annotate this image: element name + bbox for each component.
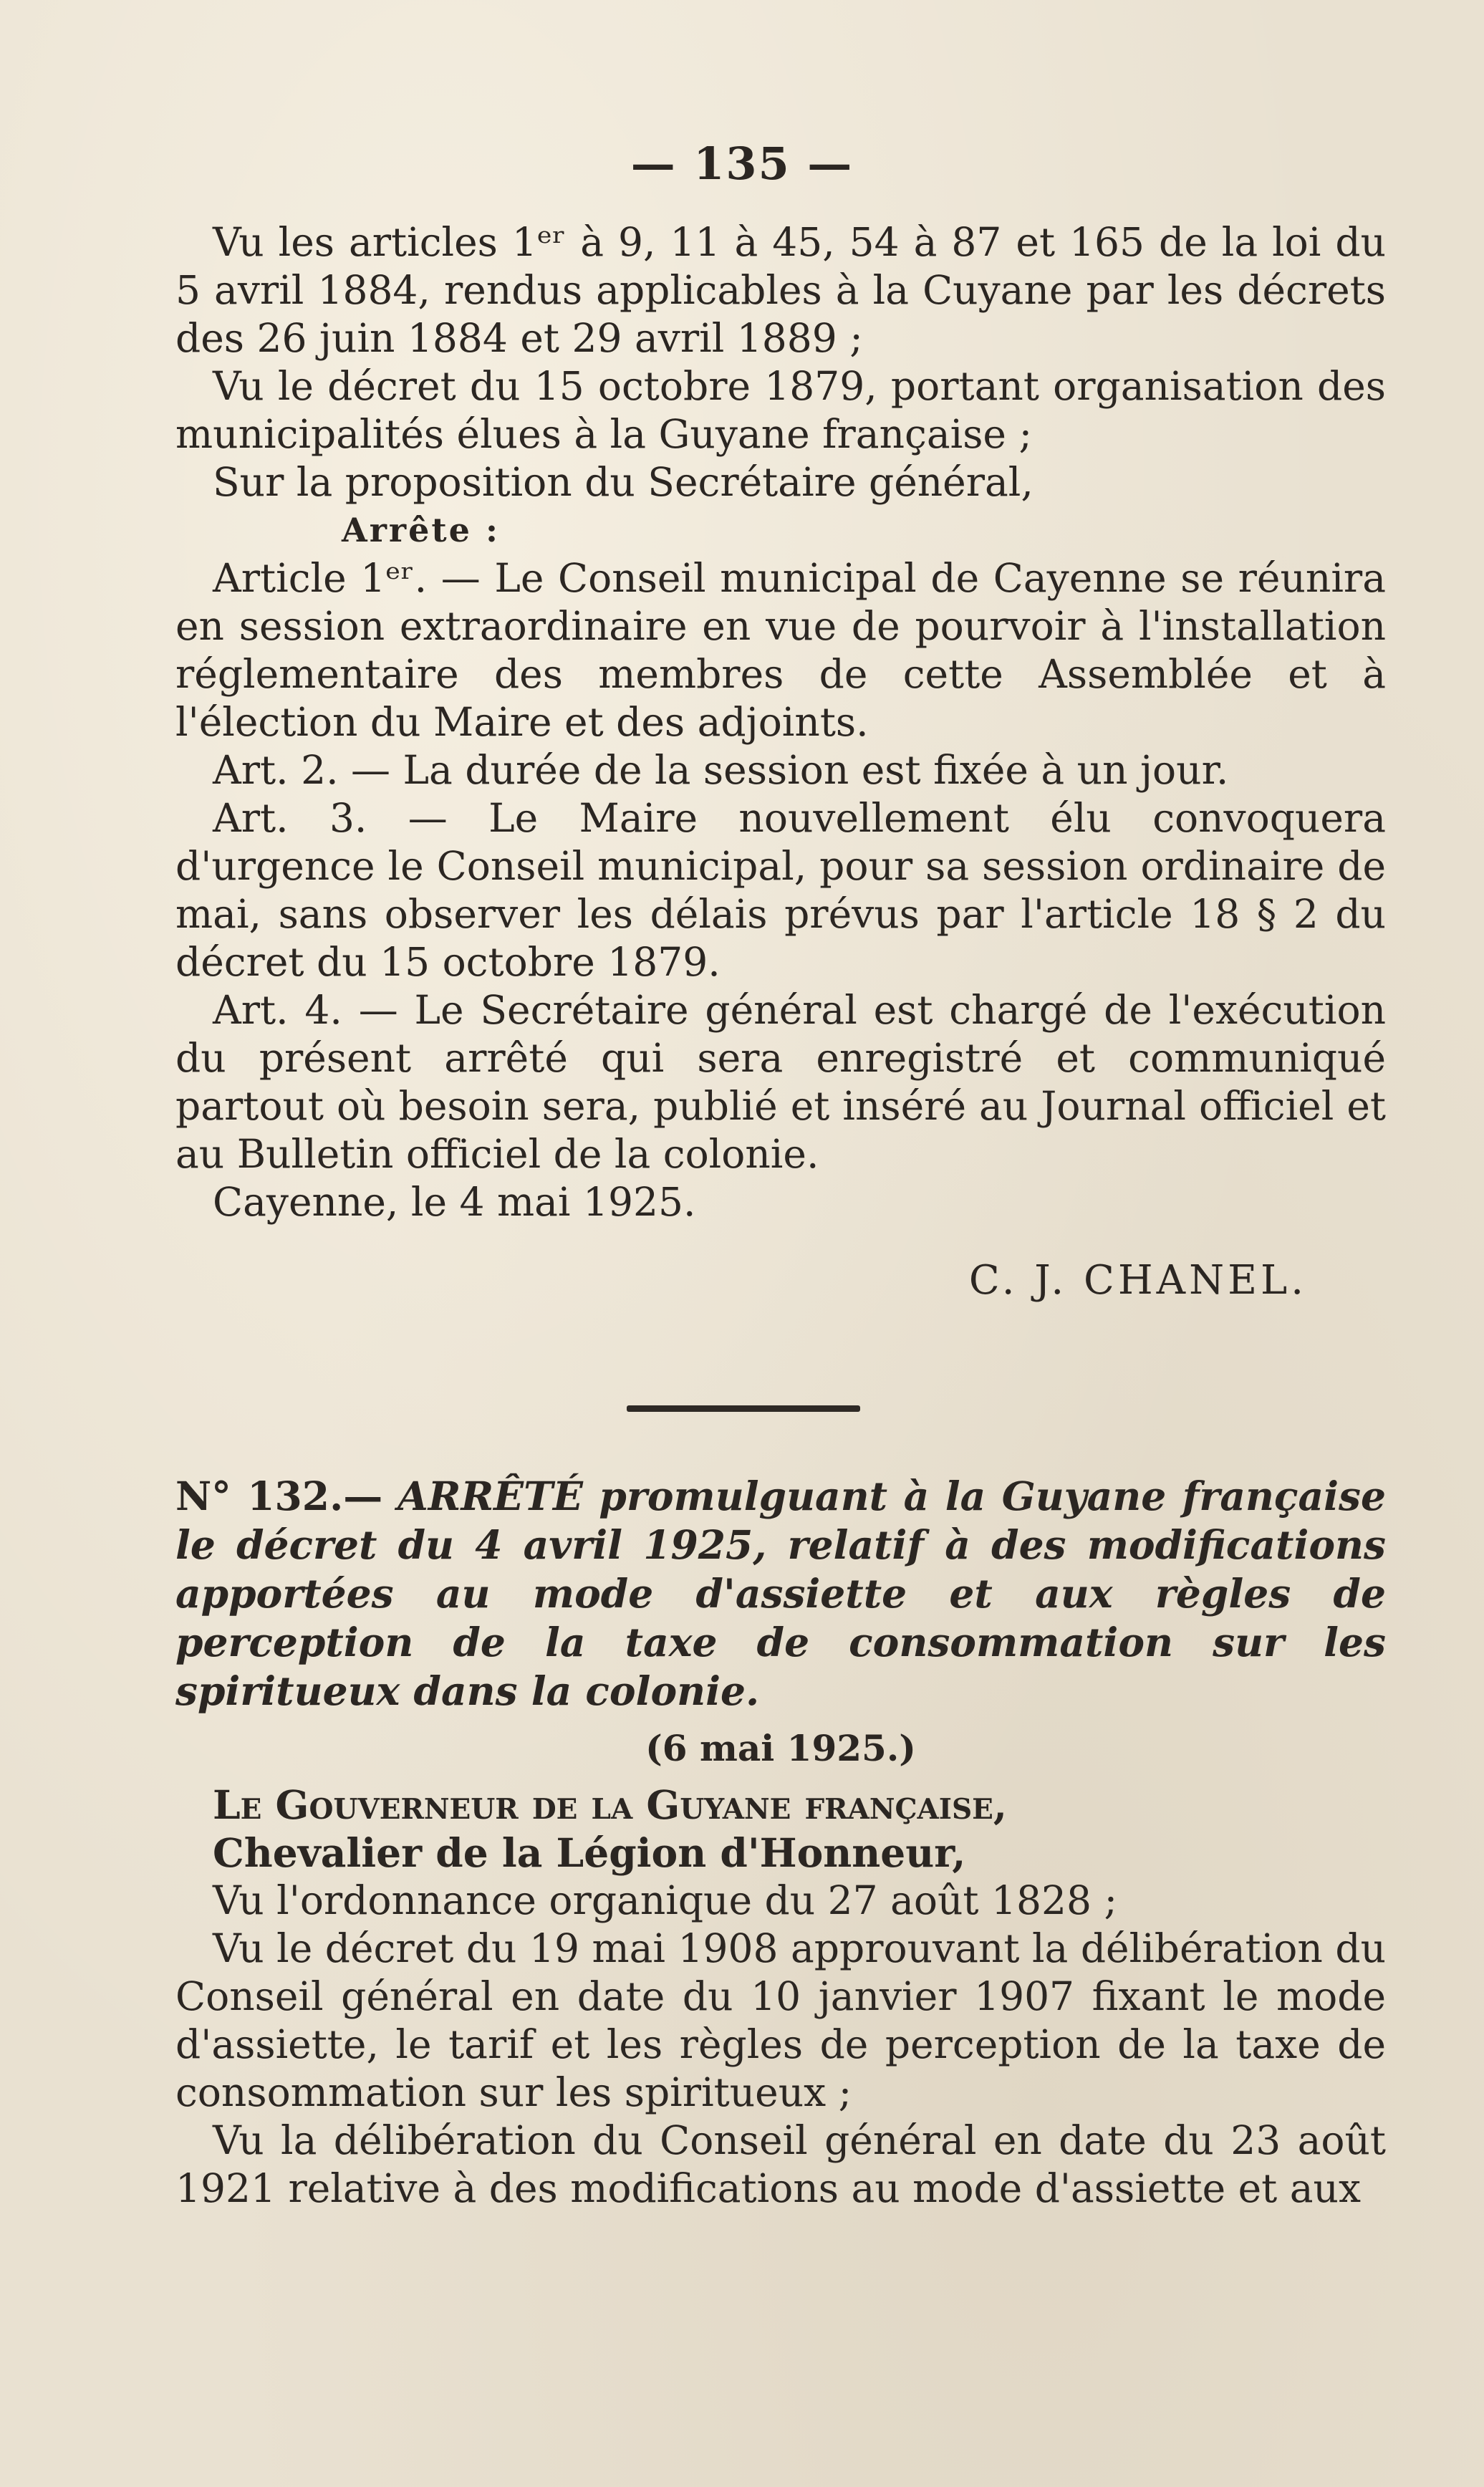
arrete-title [175, 1472, 1386, 1716]
page-number: — 135 — [630, 138, 854, 190]
article-paragraph: Article 1ᵉʳ. — Le Conseil municipal de Cayenne se réunira en session extraordinaire en vue de pourvoir à l'installation réglementaire des membres de cette Assemblée et à l'élection du Maire et des adjoints. [175, 555, 1386, 745]
visa-paragraph: Vu le décret du 15 octobre 1879, portant organisation des municipalités élues à la Guyane française ; [175, 363, 1386, 457]
article-paragraph: Art. 4. — Le Secrétaire général est chargé de l'exécution du présent arrêté qui sera enregistré et communiqué partout où besoin sera, publié et inséré au Journal officiel et au Bulletin officiel de la colonie. [175, 987, 1386, 1177]
section-decree-municipal [175, 218, 1386, 1304]
article-paragraph: Art. 2. — La durée de la session est fixée à un jour. [213, 747, 1229, 793]
honor-line: Chevalier de la Légion d'Honneur, [213, 1829, 966, 1876]
section-divider [627, 1405, 860, 1412]
visa-paragraph: Vu l'ordonnance organique du 27 août 1828 ; [213, 1877, 1117, 1923]
section-arrete-132 [175, 1472, 1386, 2213]
proposal-paragraph: Sur la proposition du Secrétaire général, [213, 459, 1034, 505]
arrete-label: Arrête : [342, 511, 500, 549]
place-date: Cayenne, le 4 mai 1925. [213, 1179, 696, 1225]
arrete-date: (6 mai 1925.) [645, 1727, 916, 1769]
visa-paragraph: Vu le décret du 19 mai 1908 approuvant la délibération du Conseil général en date du 10 janvier 1907 fixant le mode d'assiette, le tarif et les règles de perception de la taxe de consommation sur les spiritueux ; [175, 1925, 1386, 2115]
governor-line: Le Gouverneur de la Guyane française, [213, 1781, 1008, 1828]
arrete-description: ARRÊTÉ promulguant à la Guyane française le décret du 4 avril 1925, relatif à des modifications apportées au mode d'assiette et aux règles de perception de la taxe de consommation sur les spiritueux dans la colonie. [175, 1473, 1386, 1714]
signature: C. J. CHANEL. [968, 1257, 1307, 1304]
arrete-number: N° 132.— [175, 1473, 383, 1519]
visa-paragraph: Vu les articles 1ᵉʳ à 9, 11 à 45, 54 à 87 et 165 de la loi du 5 avril 1884, rendus applicables à la Cuyane par les décrets des 26 juin 1884 et 29 avril 1889 ; [175, 219, 1386, 361]
visa-paragraph: Vu la délibération du Conseil général en date du 23 août 1921 relative à des modifications au mode d'assiette et aux [175, 2117, 1386, 2211]
article-paragraph: Art. 3. — Le Maire nouvellement élu convoquera d'urgence le Conseil municipal, pour sa session ordinaire de mai, sans observer les délais prévus par l'article 18 § 2 du décret du 15 octobre 1879. [175, 795, 1386, 985]
